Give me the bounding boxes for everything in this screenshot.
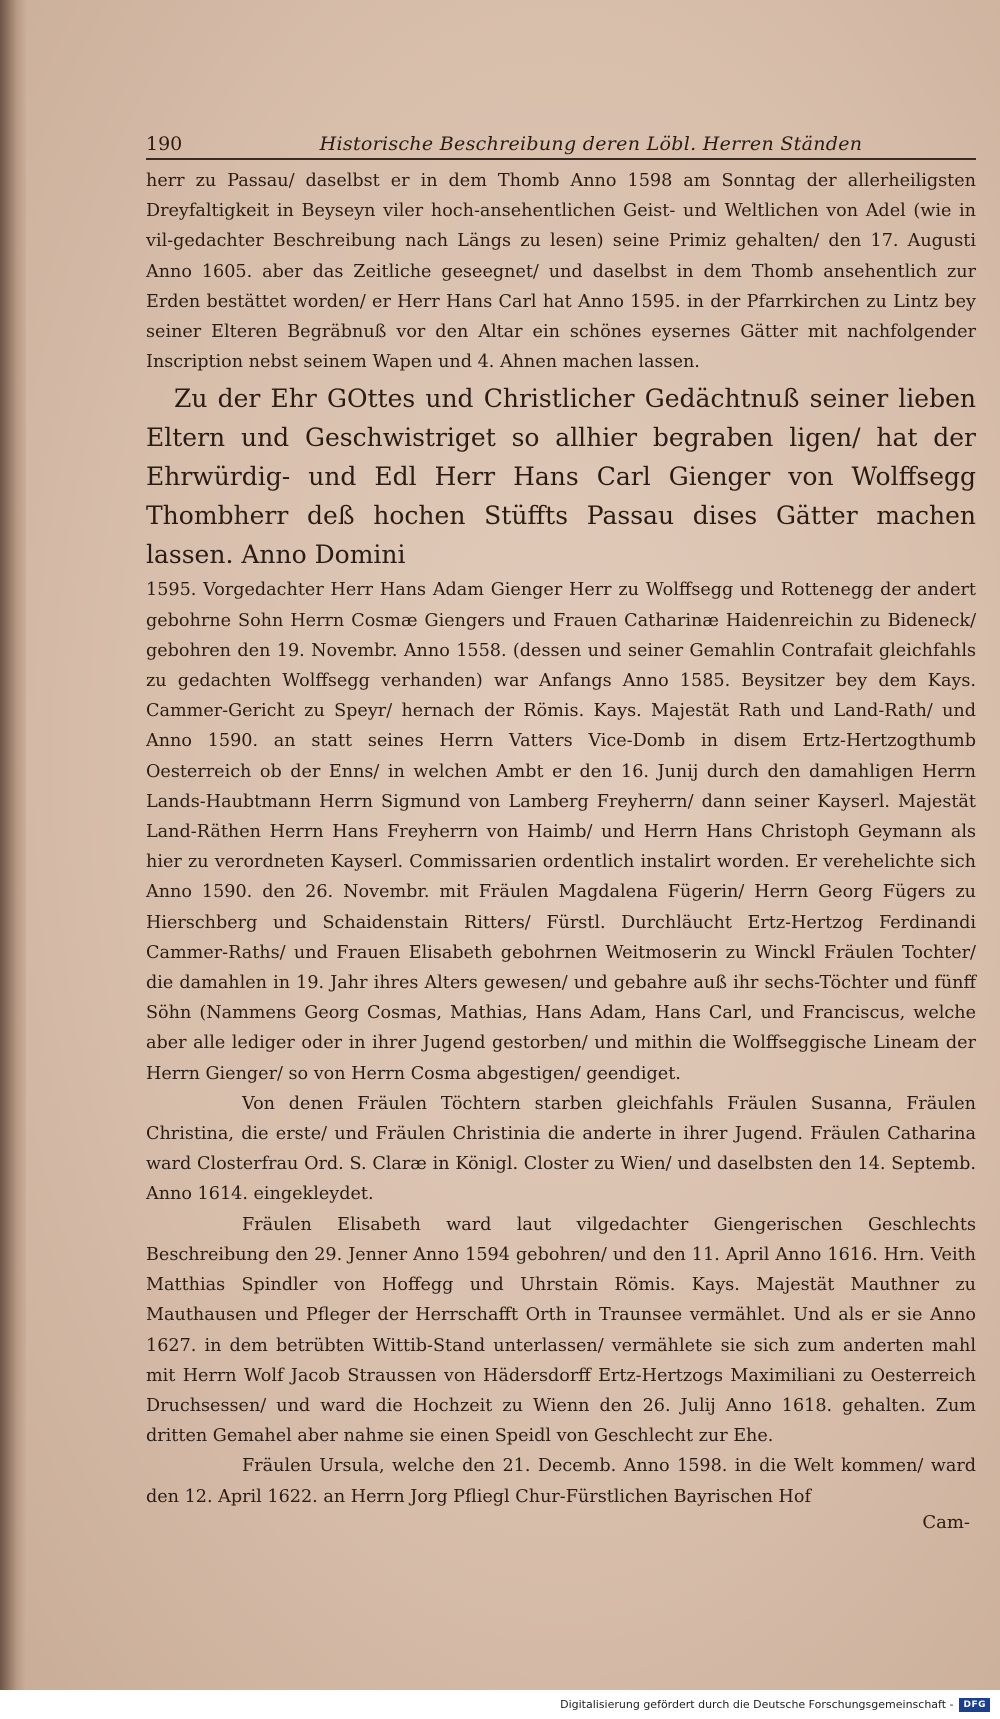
paragraph-hans-adam bbox=[146, 575, 976, 1088]
page-number: 190 bbox=[146, 133, 183, 155]
book-page bbox=[26, 0, 1000, 1690]
paragraph-elisabeth: Fräulen Elisabeth ward laut vilgedachter Giengerischen Geschlechts Beschreibung den 29. Jenner Anno 1594 gebohren/ und den 11. April Anno 1616. Hrn. Veith Matthias Spindler von Hoffegg und Uhrstain Römis. Kays. Majestät Mauthner zu Mauthausen und Pfleger der Herrschafft Orth in Traunsee vermählet. Und als er sie Anno 1627. in dem betrübten Wittib-Stand unterlassen/ vermählete sie sich zum anderten mahl mit Herrn Wolf Jacob Straussen von Hädersdorff Ertz-Hertzogs Maximiliani zu Oesterreich Druchsessen/ und ward die Hochzeit zu Wienn den 26. Julij Anno 1618. gehalten. Zum dritten Gemahel aber nahme sie einen Speidl von Geschlecht zur Ehe. bbox=[146, 1214, 976, 1447]
inscription-year: 1595. bbox=[146, 580, 197, 601]
digitization-footer bbox=[0, 1690, 1000, 1719]
paragraph-hans-adam-text: Vorgedachter Herr Hans Adam Gienger Herr zu Wolffsegg und Rottenegg der andert gebohrne Sohn Herrn Cosmæ Giengers und Frauen Catharinæ Haidenreichin zu Bideneck/ gebohren den 19. Novembr. Anno 1558. (dessen und seiner Gemahlin Contrafait gleichfahls zu gedachten Wolffsegg verhanden) war Anfangs Anno 1585. Beysitzer bey dem Kays. Cammer-Gericht zu Speyr/ hernach der Römis. Kays. Majestät Rath und Land-Rath/ und Anno 1590. an statt seines Herrn Vatters Vice-Domb in disem Ertz-Hertzogthumb Oesterreich ob der Enns/ in welchen Ambt er den 16. Junij durch den damahligen Herrn Lands-Haubtmann Herrn Sigmund von Lamberg Freyherrn/ dann seiner Kayserl. Majestät Land-Räthen Herrn Hans Freyherrn von Haimb/ und Herrn Hans Christoph Geymann als hier zu verordneten Kayserl. Commissarien ordentlich instalirt worden. Er verehelichte sich Anno 1590. den 26. Novembr. mit Fräulen Magdalena Fügerin/ Herrn Georg Fügers zu Hierschberg und Schaidenstain Ritters/ Fürstl. Durchläucht Ertz-Hertzog Ferdinandi Cammer-Raths/ und Frauen Elisabeth gebohrnen Weitmoserin zu Winckl Fräulen Tochter/ die damahlen in 19. Jahr ihres Alters gewesen/ und gebahre auß ihr sechs-Töchter und fünff Söhn (Nammens Georg Cosmas, Mathias, Hans Adam, Hans Carl, und Franciscus, welche aber alle lediger oder in ihrer Jugend gestorben/ und mithin die Wolffseggische Lineam der Herrn Gienger/ so von Herrn Cosma abgestigen/ geendiget. bbox=[146, 580, 976, 1084]
inscription-body: Zu der Ehr GOttes und Christlicher Gedächtnuß seiner lieben Eltern und Geschwistriget so allhier begraben ligen/ hat der Ehrwürdig- und Edl Herr Hans Carl Gienger von Wolffsegg Thombherr deß hochen Stüffts Passau dises Gätter machen lassen. Anno Domini bbox=[146, 384, 976, 570]
page-header bbox=[146, 132, 976, 160]
paragraph-daughters: Von denen Fräulen Töchtern starben gleichfahls Fräulen Susanna, Fräulen Christina, die erste/ und Fräulen Christinia die anderte in ihrer Jugend. Fräulen Catharina ward Closterfrau Ord. S. Claræ in Königl. Closter zu Wien/ und daselbsten den 14. Septemb. Anno 1614. eingekleydet. bbox=[146, 1093, 976, 1205]
paragraph-continuation: herr zu Passau/ daselbst er in dem Thomb Anno 1598 am Sonntag der allerheiligsten Dreyfaltigkeit in Beyseyn viler hoch-ansehentlichen Geist- und Weltlichen von Adel (wie in vil-gedachter Beschreibung nach Längs zu lesen) seine Primiz gehalten/ den 17. Augusti Anno 1605. aber das Zeitliche geseegnet/ und daselbst in dem Thomb ansehentlich zur Erden bestättet worden/ er Herr Hans Carl hat Anno 1595. in der Pfarrkirchen zu Lintz bey seiner Elteren Begräbnuß vor den Altar ein schönes eysernes Gätter mit nachfolgender Inscription nebst seinem Wapen und 4. Ahnen machen lassen. bbox=[146, 171, 976, 373]
dfg-logo: DFG bbox=[959, 1698, 990, 1712]
inscription-text bbox=[146, 379, 976, 574]
funding-credit: Digitalisierung gefördert durch die Deutsche Forschungsgemeinschaft - bbox=[560, 1698, 954, 1711]
book-page-edge bbox=[0, 0, 28, 1690]
catchword: Cam- bbox=[922, 1511, 970, 1533]
paragraph-ursula: Fräulen Ursula, welche den 21. Decemb. Anno 1598. in die Welt kommen/ ward den 12. April 1622. an Herrn Jorg Pfliegl Chur-Fürstlichen Bayrischen Hof bbox=[146, 1456, 976, 1507]
page-text-block bbox=[146, 132, 976, 1533]
running-title: Historische Beschreibung deren Löbl. Herren Ständen bbox=[319, 133, 863, 155]
